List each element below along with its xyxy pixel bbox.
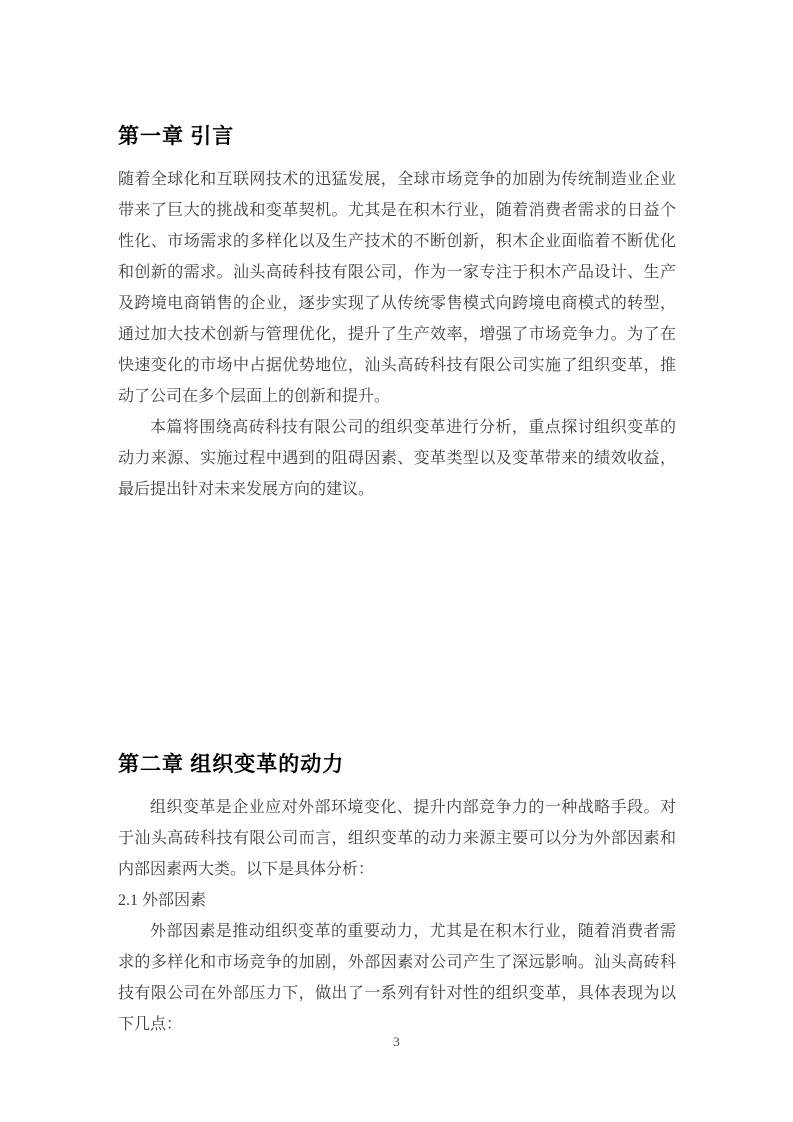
chapter-1-paragraph-2: 本篇将围绕高砖科技有限公司的组织变革进行分析，重点探讨组织变革的动力来源、实施过程中遇到的阻碍因素、变革类型以及变革带来的绩效收益，最后提出针对未来发展方向的建议。 [118, 419, 676, 498]
chapter-1-heading: 第一章 引言 [118, 124, 235, 148]
section-2-1-heading: 2.1 外部因素 [118, 892, 207, 909]
page-number: 3 [393, 1034, 400, 1049]
page-content [118, 0, 676, 1040]
chapter-2-heading: 第二章 组织变革的动力 [118, 752, 345, 776]
chapter-2-intro-paragraph: 组织变革是企业应对外部环境变化、提升内部竞争力的一种战略手段。对于汕头高砖科技有限公司而言，组织变革的动力来源主要可以分为外部因素和内部因素两大类。以下是具体分析： [118, 799, 676, 878]
chapter-1-paragraph-1: 随着全球化和互联网技术的迅猛发展，全球市场竞争的加剧为传统制造业企业带来了巨大的挑战和变革契机。尤其是在积木行业，随着消费者需求的日益个性化、市场需求的多样化以及生产技术的不断创新，积木企业面临着不断优化和创新的需求。汕头高砖科技有限公司，作为一家专注于积木产品设计、生产及跨境电商销售的企业，逐步实现了从传统零售模式向跨境电商模式的转型，通过加大技术创新与管理优化，提升了生产效率，增强了市场竞争力。为了在快速变化的市场中占据优势地位，汕头高砖科技有限公司实施了组织变革，推动了公司在多个层面上的创新和提升。 [118, 171, 676, 405]
section-2-1-paragraph: 外部因素是推动组织变革的重要动力，尤其是在积木行业，随着消费者需求的多样化和市场竞争的加剧，外部因素对公司产生了深远影响。汕头高砖科技有限公司在外部压力下，做出了一系列有针对性的组织变革，具体表现为以下几点： [118, 923, 676, 1033]
